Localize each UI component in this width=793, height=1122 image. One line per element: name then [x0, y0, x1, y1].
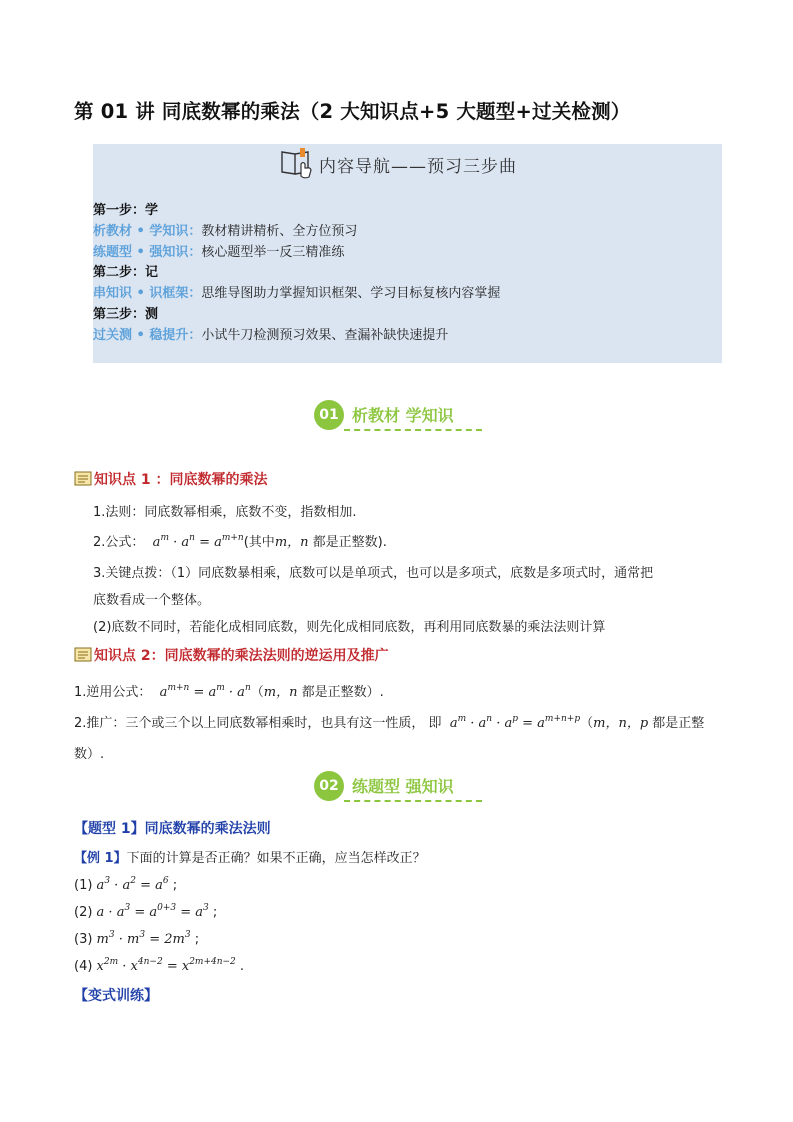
step-label: 第三步：测: [93, 307, 159, 322]
key-point-text-2: (2)底数不同时，若能化成相同底数，则先化成相同底数，再利用同底数暴的乘法法则计算: [93, 620, 606, 635]
section-heading-02: [314, 769, 484, 805]
extension-vars: m，n，p: [593, 716, 649, 731]
guide-item-desc: 核心题型举一反三精准练: [201, 245, 345, 260]
guide-item-desc: 思维导图助力掌握知识框架、学习目标复核内容掌握: [201, 286, 501, 301]
guide-item-tag: 过关测 • 稳提升：: [93, 328, 202, 343]
question-type-1-title: 【题型 1】同底数幂的乘法法则: [74, 821, 271, 837]
step-label: 第二步：记: [93, 265, 159, 280]
extension-tail-mid: 都是正整: [652, 716, 705, 731]
example-1: [74, 847, 426, 866]
section-label: 析教材 学知识: [352, 406, 454, 425]
step-label: 第一步：学: [93, 203, 159, 218]
knowledge-point-title: 知识点 1 ：同底数幂的乘法: [94, 472, 268, 488]
guide-item: [93, 282, 500, 301]
step-1: [93, 199, 158, 218]
inverse-tail: （: [250, 685, 264, 700]
formula-tail: (其中: [243, 535, 275, 550]
formula-line: [93, 531, 387, 550]
formula: $a^m \cdot a^n = a^{m+n}$: [148, 533, 244, 550]
guide-item-tag: 析教材 • 学知识：: [93, 224, 202, 239]
guide-item: [93, 324, 448, 343]
inverse-vars: m，n: [263, 685, 298, 700]
formula-vars: m，n: [274, 535, 309, 550]
inverse-prefix: 1.逆用公式：: [74, 685, 152, 700]
guide-item-desc: 教材精讲精析、全方位预习: [201, 224, 358, 239]
key-point-text-cont: 底数看成一个整体。: [93, 593, 211, 608]
example-item-4: (4) $x^{2m} \cdot x^{4n-2} = x^{2m+4n-2}$ .: [74, 957, 245, 974]
formula-prefix: 2.公式：: [93, 535, 145, 550]
guide-item: [93, 220, 357, 239]
guide-item-desc: 小试牛刀检测预习效果、查漏补缺快速提升: [201, 328, 449, 343]
item-expression: $a^3 \cdot a^2 = a^6$: [92, 876, 169, 893]
extension-formula: $a^m \cdot a^n \cdot a^p = a^{m+n+p}$: [445, 714, 581, 731]
example-question: 下面的计算是否正确？如果不正确，应当怎样改正？: [126, 851, 426, 866]
notebook-icon: [74, 471, 92, 486]
section-heading-01: [314, 398, 484, 434]
item-label: (3): [74, 932, 93, 947]
extension-line-end: 数）.: [74, 747, 105, 762]
guide-header: [279, 146, 559, 180]
book-hand-icon: [279, 146, 317, 180]
section-underline: [344, 800, 482, 802]
inverse-formula: $a^{m+n} = a^m \cdot a^n$: [155, 683, 251, 700]
guide-item: [93, 241, 344, 260]
extension-tail: （: [580, 716, 594, 731]
guide-header-text: 内容导航——预习三步曲: [319, 157, 517, 177]
extension-line: [74, 712, 704, 731]
example-item-3: (3) $m^3 \cdot m^3 = 2m^3$ ;: [74, 930, 200, 947]
item-label: (1): [74, 878, 93, 893]
item-label: (4): [74, 959, 93, 974]
example-item-2: (2) $a \cdot a^3 = a^{0+3} = a^3$ ;: [74, 903, 218, 920]
formula-end: 都是正整数).: [312, 535, 387, 550]
inverse-formula-line: [74, 681, 384, 700]
inverse-tail-end: 都是正整数）.: [301, 685, 384, 700]
knowledge-point-title: 知识点 2：同底数幂的乘法法则的逆运用及推广: [94, 648, 389, 664]
example-item-1: (1) $a^3 \cdot a^2 = a^6$ ;: [74, 876, 178, 893]
extension-prefix: 2.推广：三个或三个以上同底数幂相乘时，也具有这一性质， 即: [74, 716, 442, 731]
section-label: 练题型 强知识: [352, 777, 454, 796]
practice-label: 【变式训练】: [74, 988, 158, 1004]
item-expression: $m^3 \cdot m^3 = 2m^3$: [92, 930, 191, 947]
section-number: 02: [314, 771, 344, 801]
knowledge-point-1: [74, 469, 268, 489]
guide-item-tag: 串知识 • 识框架：: [93, 286, 202, 301]
knowledge-point-2: [74, 645, 389, 665]
section-underline: [344, 429, 482, 431]
example-tag: 【例 1】: [74, 851, 127, 866]
rule-text: 1.法则：同底数幂相乘，底数不变，指数相加.: [93, 505, 357, 520]
item-expression: $a \cdot a^3 = a^{0+3} = a^3$: [92, 903, 209, 920]
step-3: [93, 303, 158, 322]
item-expression: $x^{2m} \cdot x^{4n-2} = x^{2m+4n-2}$: [92, 957, 236, 974]
step-2: [93, 261, 158, 280]
section-number: 01: [314, 400, 344, 430]
key-point-text: 3.关键点拨：（1）同底数暴相乘，底数可以是单项式，也可以是多项式，底数是多项式时，通常把: [93, 566, 654, 581]
guide-item-tag: 练题型 • 强知识：: [93, 245, 202, 260]
notebook-icon: [74, 647, 92, 662]
page-title: 第 01 讲 同底数幂的乘法（2 大知识点+5 大题型+过关检测）: [74, 100, 631, 123]
item-label: (2): [74, 905, 93, 920]
